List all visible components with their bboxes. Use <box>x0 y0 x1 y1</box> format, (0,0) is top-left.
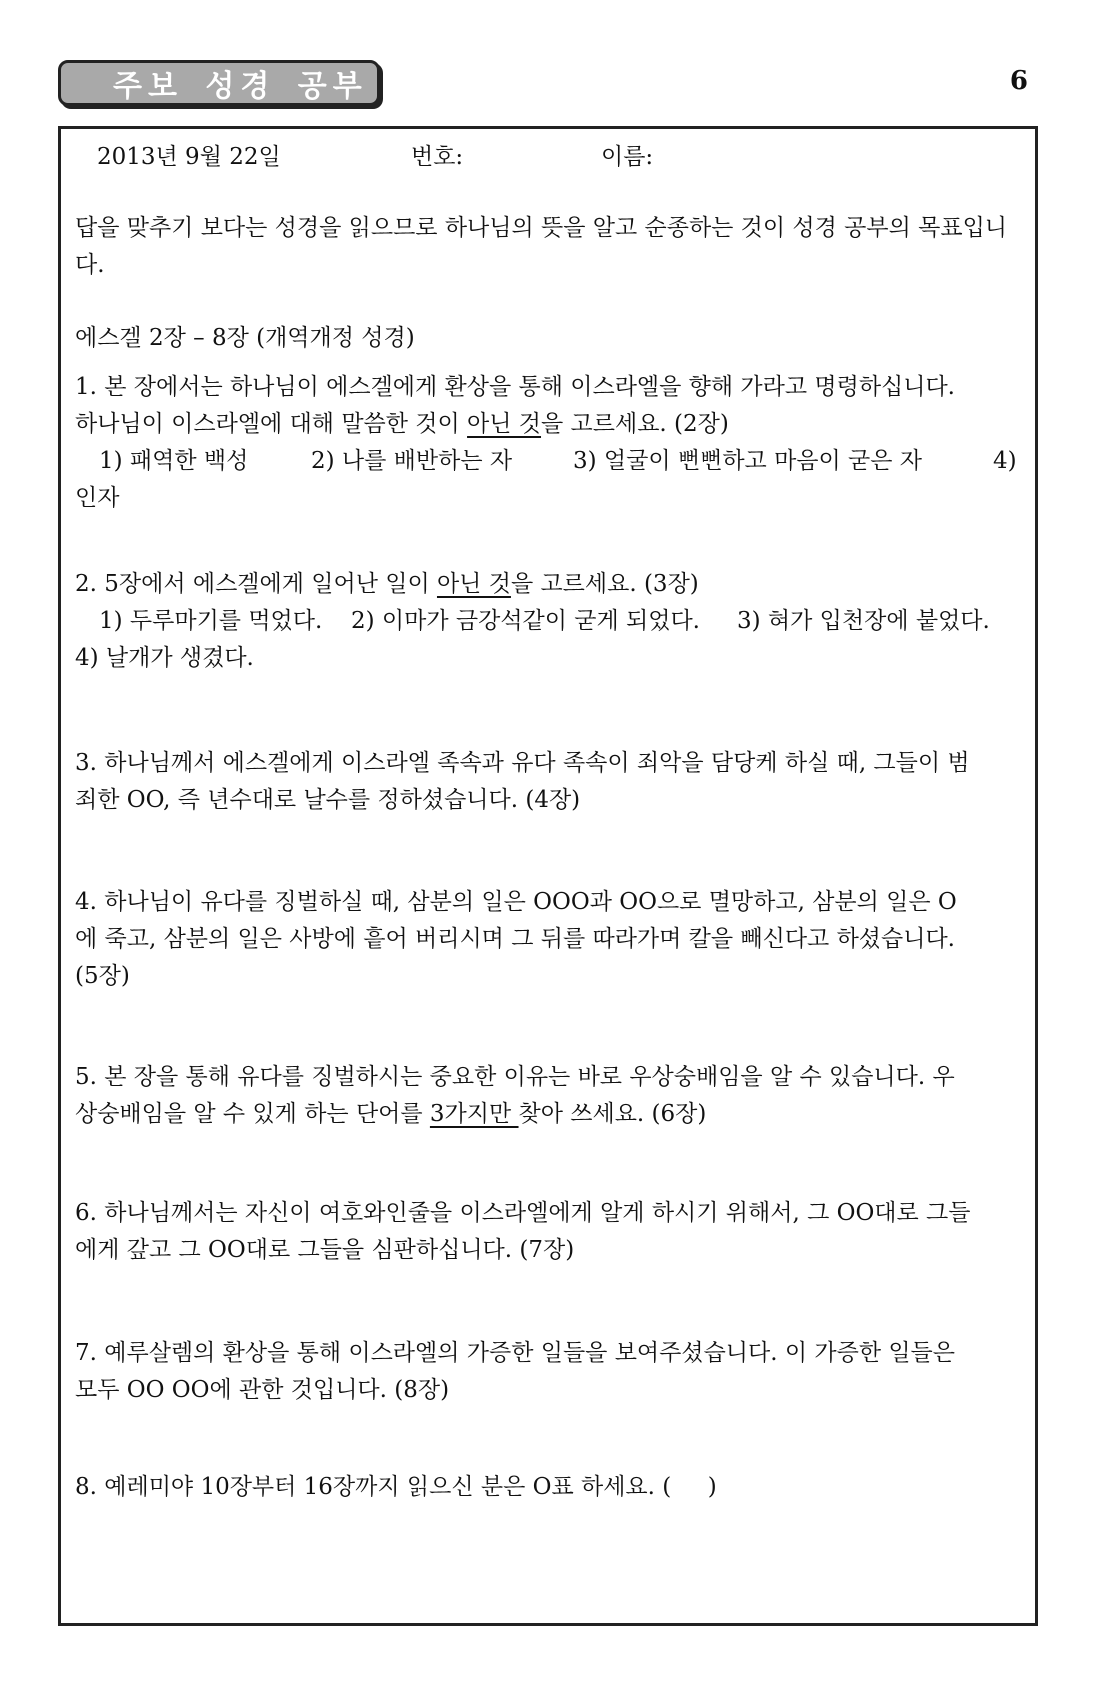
q1-text-end: 을 고르세요. (2장) <box>541 411 729 437</box>
question-5 <box>75 1059 1023 1133</box>
scripture-range: 에스겔 2장 – 8장 (개역개정 성경) <box>75 325 415 351</box>
q1-line2 <box>75 406 1023 443</box>
q7-line1: 7. 예루살렘의 환상을 통해 이스라엘의 가증한 일들을 보여주셨습니다. 이 가증한 일들은 <box>75 1340 955 1366</box>
q2-option-1: 1) 두루마기를 먹었다. <box>99 608 323 634</box>
q1-line1: 1. 본 장에서는 하나님이 에스겔에게 환상을 통해 이스라엘을 향해 가라고 명령하십니다. <box>75 374 955 400</box>
question-4 <box>75 884 1023 995</box>
q4-line2: 에 죽고, 삼분의 일은 사방에 흩어 버리시며 그 뒤를 따라가며 칼을 빼신다고 하셨습니다. <box>75 926 955 952</box>
q1-option-4-cont: 인자 <box>75 485 120 511</box>
q5-line1: 5. 본 장을 통해 유다를 징벌하시는 중요한 이유는 바로 우상숭배임을 알 수 있습니다. 우 <box>75 1064 955 1090</box>
q3-line2: 죄한 OO, 즉 년수대로 날수를 정하셨습니다. (4장) <box>75 787 581 813</box>
question-7 <box>75 1335 1023 1409</box>
question-1 <box>75 369 1023 517</box>
q5-text-end: 찾아 쓰세요. (6장) <box>518 1101 707 1127</box>
q6-line2: 에게 갚고 그 OO대로 그들을 심판하십니다. (7장) <box>75 1237 575 1263</box>
question-8 <box>75 1469 1023 1506</box>
q5-line2 <box>75 1096 1023 1133</box>
worksheet-meta <box>75 139 1021 176</box>
q5-underlined: 3가지만 <box>429 1101 519 1127</box>
name-label: 이름: <box>601 144 654 170</box>
q1-option-3: 3) 얼굴이 뻔뻔하고 마음이 굳은 자 <box>573 448 922 474</box>
q1-underlined: 아닌 것 <box>467 411 542 437</box>
q5-text: 상숭배임을 알 수 있게 하는 단어를 <box>75 1101 430 1127</box>
q2-option-3: 3) 혀가 입천장에 붙었다. <box>737 608 990 634</box>
q2-line1 <box>75 566 1023 603</box>
q3-line1: 3. 하나님께서 에스겔에게 이스라엘 족속과 유다 족속이 죄악을 담당케 하실 때, 그들이 범 <box>75 750 970 776</box>
number-label: 번호: <box>411 144 464 170</box>
q2-text: 2. 5장에서 에스겔에게 일어난 일이 <box>75 571 437 597</box>
q1-option-4: 4) <box>993 448 1017 474</box>
intro-text: 답을 맞추기 보다는 성경을 읽으므로 하나님의 뜻을 알고 순종하는 것이 성경 공부의 목표입니다. <box>75 215 1008 278</box>
title-tab <box>58 60 380 106</box>
q1-text: 하나님이 이스라엘에 대해 말씀한 것이 <box>75 411 468 437</box>
q2-option-4: 4) 날개가 생겼다. <box>75 645 254 671</box>
q2-options <box>75 603 1023 640</box>
q7-line2: 모두 OO OO에 관한 것입니다. (8장) <box>75 1377 450 1403</box>
worksheet-frame <box>58 126 1038 1626</box>
q1-option-1: 1) 패역한 백성 <box>99 448 249 474</box>
q4-line1: 4. 하나님이 유다를 징벌하실 때, 삼분의 일은 OOO과 OO으로 멸망하고, 삼분의 일은 O <box>75 889 957 915</box>
q2-text-end: 을 고르세요. (3장) <box>510 571 699 597</box>
q1-options <box>75 443 1023 480</box>
q2-option-2: 2) 이마가 금강석같이 굳게 되었다. <box>351 608 700 634</box>
q8-line1: 8. 예레미야 10장부터 16장까지 읽으신 분은 O표 하세요. ( ) <box>75 1474 717 1500</box>
q1-option-2: 2) 나를 배반하는 자 <box>311 448 513 474</box>
question-3 <box>75 745 1023 819</box>
question-2 <box>75 566 1023 677</box>
question-6 <box>75 1195 1023 1269</box>
page-title: 주보 성경 공부 <box>113 69 368 104</box>
date-text: 2013년 9월 22일 <box>97 144 281 170</box>
q2-underlined: 아닌 것 <box>436 571 511 597</box>
q6-line1: 6. 하나님께서는 자신이 여호와인줄을 이스라엘에게 알게 하시기 위해서, 그 OO대로 그들 <box>75 1200 971 1226</box>
page-number: 6 <box>1009 66 1028 96</box>
q4-line3: (5장) <box>75 963 130 989</box>
